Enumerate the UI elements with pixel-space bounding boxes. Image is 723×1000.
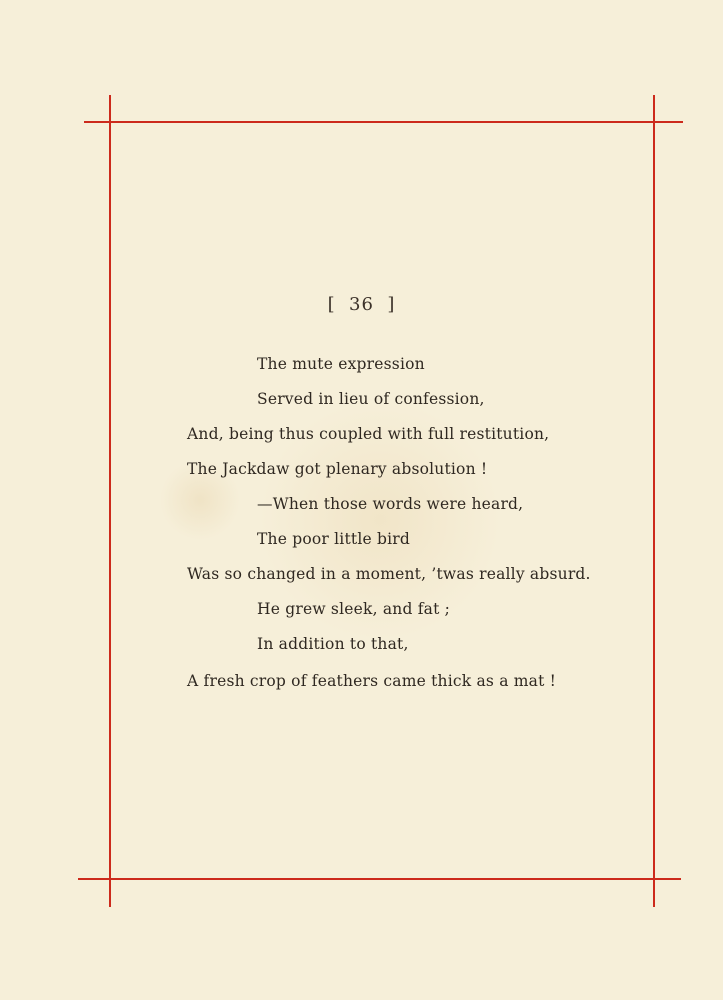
verse-line-7: Was so changed in a moment, ’twas really absurd.: [187, 565, 591, 583]
verse-line-2: Served in lieu of confession,: [257, 390, 485, 408]
top-border-line: [84, 121, 683, 123]
verse-line-3: And, being thus coupled with full restitution,: [187, 425, 550, 443]
verse-line-5: —When those words were heard,: [257, 495, 524, 513]
verse-line-4: The Jackdaw got plenary absolution !: [187, 460, 488, 478]
verse-line-1: The mute expression: [257, 355, 425, 373]
verse-line-10: A fresh crop of feathers came thick as a mat !: [187, 672, 557, 690]
bottom-border-line: [78, 878, 681, 880]
right-border-line: [653, 95, 655, 907]
verse-line-8: He grew sleek, and fat ;: [257, 600, 451, 618]
left-border-line: [109, 95, 111, 907]
verse-line-6: The poor little bird: [257, 530, 410, 548]
page-number: [ 36 ]: [327, 294, 396, 315]
verse-line-9: In addition to that,: [257, 635, 409, 653]
